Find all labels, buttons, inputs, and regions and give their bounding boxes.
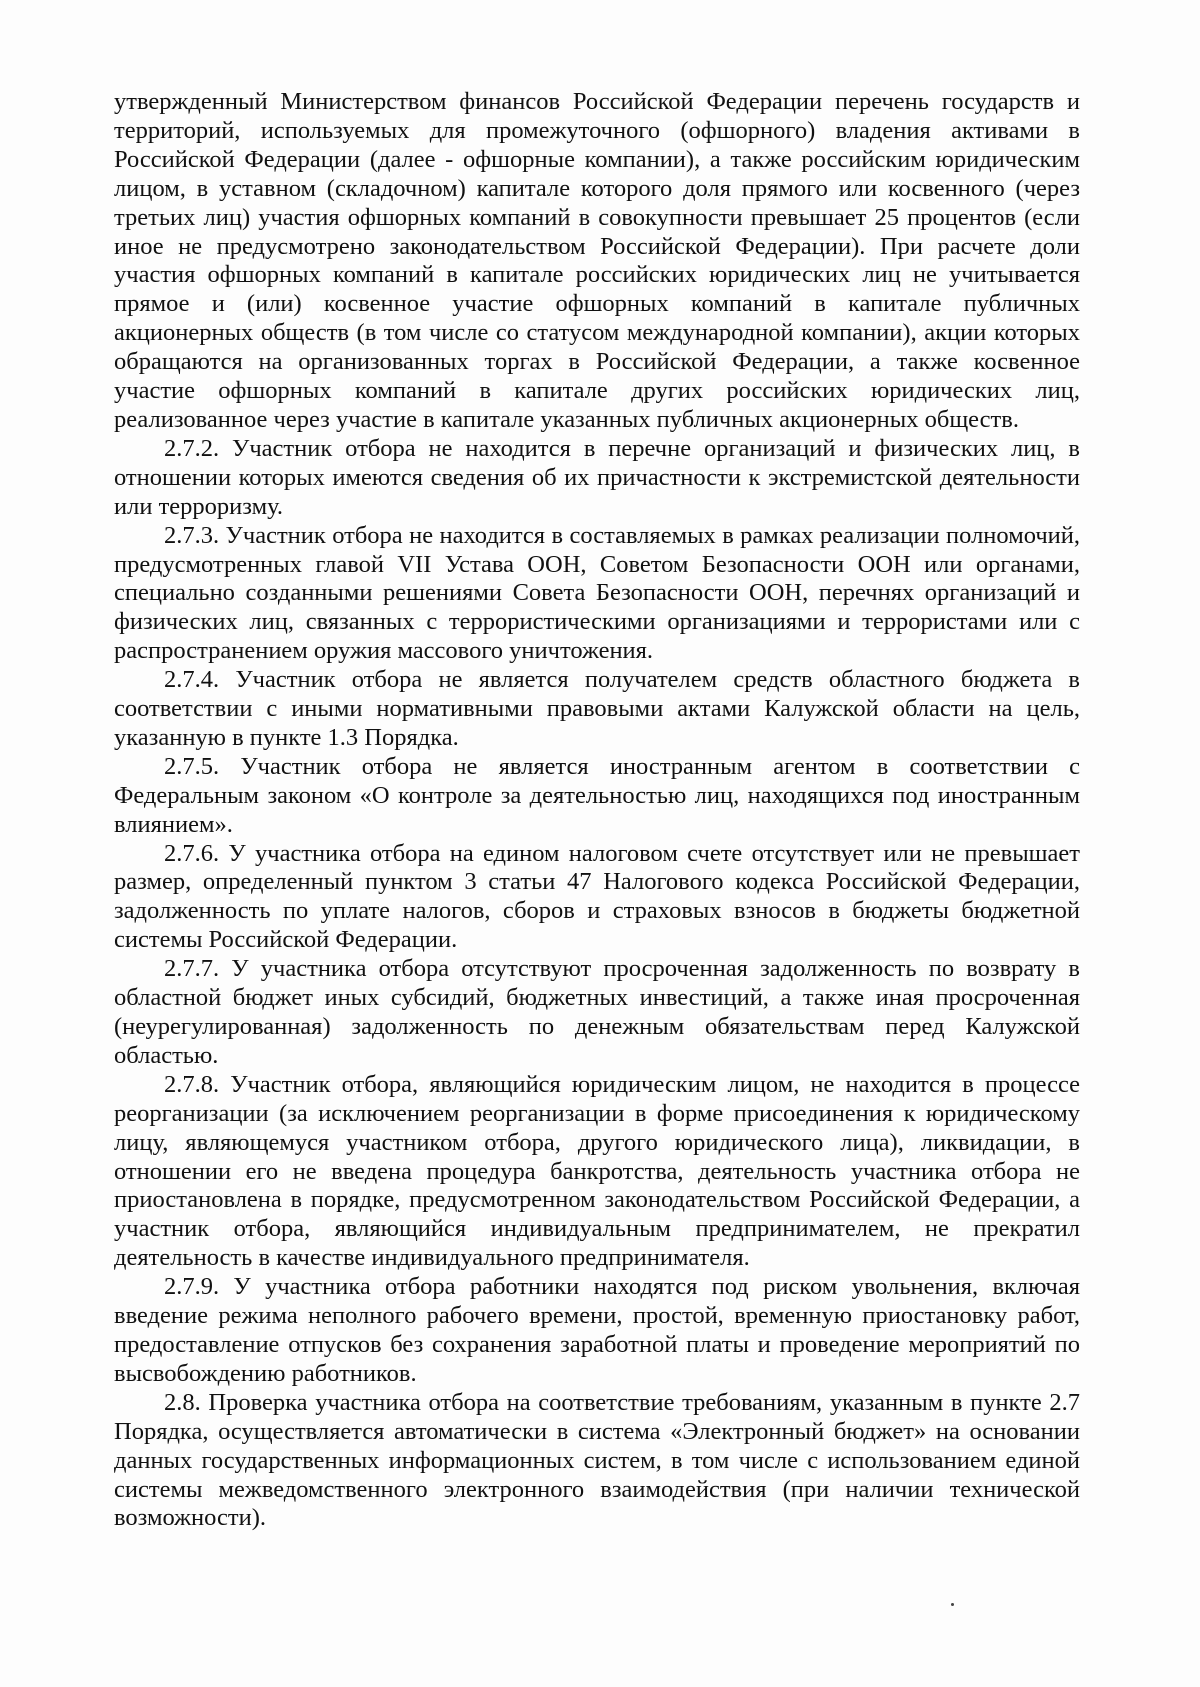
paragraph-2-7-9: 2.7.9. У участника отбора работники находятся под риском увольнения, включая введение режима неполного рабочего времени, простой, временную приостановку работ, предоставление отпусков без сохранения заработной платы и проведение мероприятий по высвобождению работников. bbox=[114, 1273, 1080, 1387]
paragraph-2-7-5: 2.7.5. Участник отбора не является иностранным агентом в соответствии с Федеральным законом «О контроле за деятельностью лиц, находящихся под иностранным влиянием». bbox=[114, 752, 1080, 838]
document-body bbox=[114, 88, 1080, 1533]
paragraph-2-7-2: 2.7.2. Участник отбора не находится в перечне организаций и физических лиц, в отношении которых имеются сведения об их причастности к экстремистской деятельности или терроризму. bbox=[114, 434, 1080, 520]
paragraph-2-7-8: 2.7.8. Участник отбора, являющийся юридическим лицом, не находится в процессе реорганизации (за исключением реорганизации в форме присоединения к юридическому лицу, являющемуся участником отбора, другого юридического лица), ликвидации, в отношении его не введена процедура банкротства, деятельность участника отбора не приостановлена в порядке, предусмотренном законодательством Российской Федерации, а участник отбора, являющийся индивидуальным предпринимателем, не прекратил деятельность в качестве индивидуального предпринимателя. bbox=[114, 1070, 1080, 1272]
paragraph-continuation: утвержденный Министерством финансов Российской Федерации перечень государств и территорий, используемых для промежуточного (офшорного) владения активами в Российской Федерации (далее - офшорные компании), а также российским юридическим лицом, в уставном (складочном) капитале которого доля прямого или косвенного (через третьих лиц) участия офшорных компаний в совокупности превышает 25 процентов (если иное не предусмотрено законодательством Российской Федерации). При расчете доли участия офшорных компаний в капитале российских юридических лиц не учитывается прямое и (или) косвенное участие офшорных компаний в капитале публичных акционерных обществ (в том числе со статусом международной компании), акции которых обращаются на организованных торгах в Российской Федерации, а также косвенное участие офшорных компаний в капитале других российских юридических лиц, реализованное через участие в капитале указанных публичных акционерных обществ. bbox=[114, 88, 1080, 433]
paragraph-2-7-3: 2.7.3. Участник отбора не находится в составляемых в рамках реализации полномочий, предусмотренных главой VII Устава ООН, Советом Безопасности ООН или органами, специально созданными решениями Совета Безопасности ООН, перечнях организаций и физических лиц, связанных с террористическими организациями и террористами или с распространением оружия массового уничтожения. bbox=[114, 521, 1080, 665]
scan-dot-mark bbox=[951, 1603, 954, 1606]
paragraph-2-7-4: 2.7.4. Участник отбора не является получателем средств областного бюджета в соответствии с иными нормативными правовыми актами Калужской области на цель, указанную в пункте 1.3 Порядка. bbox=[114, 666, 1080, 751]
paragraph-2-8: 2.8. Проверка участника отбора на соответствие требованиям, указанным в пункте 2.7 Порядка, осуществляется автоматически в система «Электронный бюджет» на основании данных государственных информационных систем, в том числе с использованием единой системы межведомственного электронного взаимодействия (при наличии технической возможности). bbox=[114, 1388, 1080, 1532]
paragraph-2-7-7: 2.7.7. У участника отбора отсутствуют просроченная задолженность по возврату в областной бюджет иных субсидий, бюджетных инвестиций, а также иная просроченная (неурегулированная) задолженность по денежным обязательствам перед Калужской областью. bbox=[114, 955, 1080, 1069]
paragraph-2-7-6: 2.7.6. У участника отбора на едином налоговом счете отсутствует или не превышает размер, определенный пунктом 3 статьи 47 Налогового кодекса Российской Федерации, задолженность по уплате налогов, сборов и страховых взносов в бюджеты бюджетной системы Российской Федерации. bbox=[114, 839, 1080, 954]
